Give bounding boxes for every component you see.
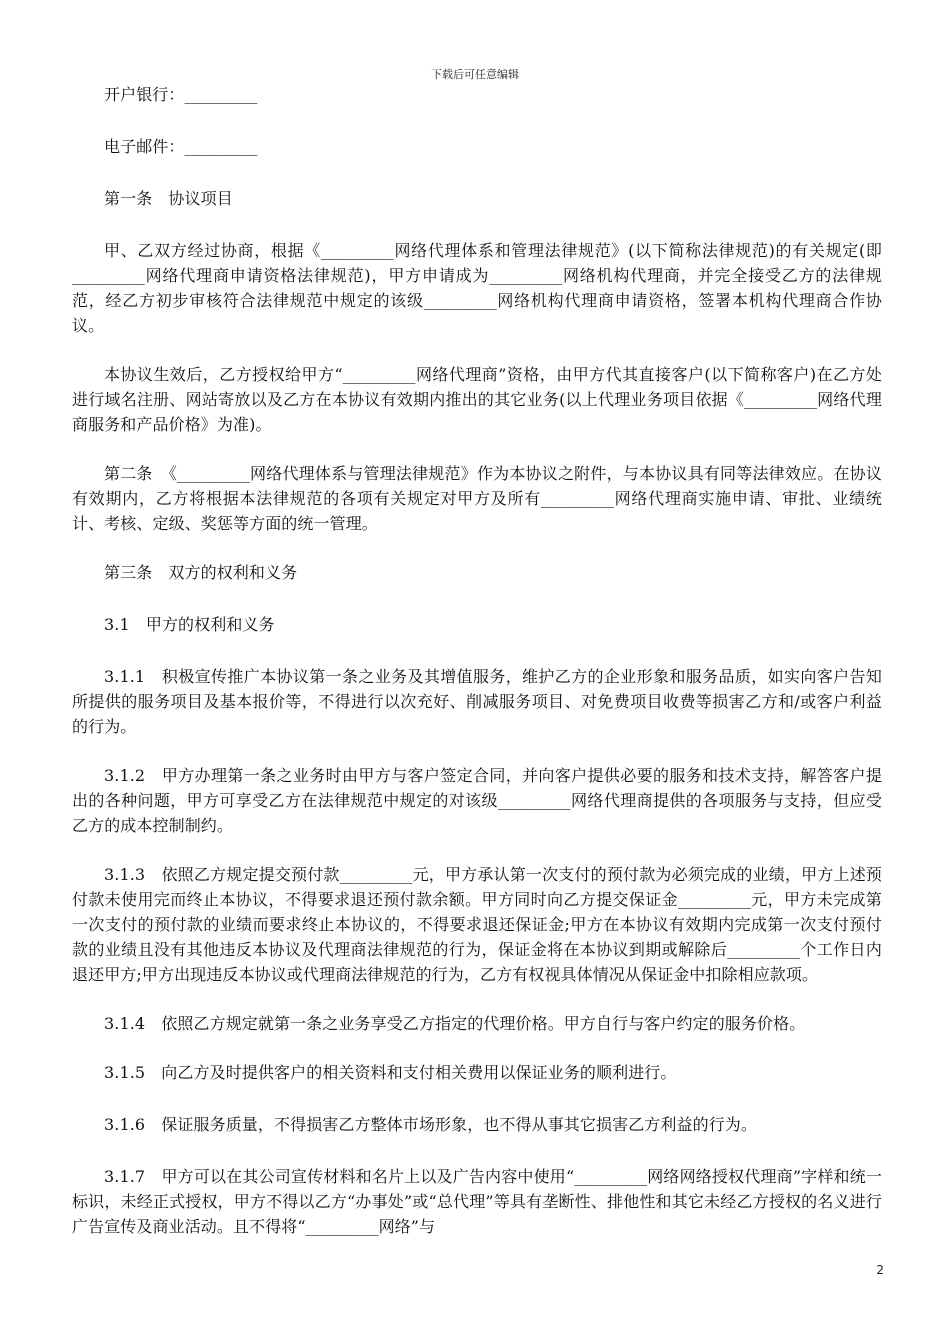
bank-line: 开户银行：_________ [104, 85, 258, 104]
clause-3-1-5: 3.1.5 向乙方及时提供客户的相关资料和支付相关费用以保证业务的顺利进行。 [104, 1063, 677, 1082]
clause-3-1-6: 3.1.6 保证服务质量，不得损害乙方整体市场形象，也不得从事其它损害乙方利益的行为。 [104, 1115, 758, 1134]
article-1-paragraph-1: 甲、乙双方经过协商，根据《_________网络代理体系和管理法律规范》(以下简称法律规范)的有关规定(即_________网络代理商申请资格法律规范)，甲方申请成为_________网络机构代理商，并完全接受乙方的法律规范，经乙方初步审核符合法律规范中规定的该级_________网络机构代理商申请资格，签署本机构代理商合作协议。 [72, 241, 882, 335]
clause-3-1-4: 3.1.4 依照乙方规定就第一条之业务享受乙方指定的代理价格。甲方自行与客户约定的服务价格。 [104, 1014, 806, 1033]
clause-3-1-2: 3.1.2 甲方办理第一条之业务时由甲方与客户签定合同，并向客户提供必要的服务和技术支持，解答客户提出的各种问题，甲方可享受乙方在法律规范中规定的对该级_________网络代理商提供的各项服务与支持，但应受乙方的成本控制制约。 [72, 766, 882, 835]
page-number: 2 [876, 1263, 884, 1277]
section-3-1-heading: 3.1 甲方的权利和义务 [104, 615, 275, 634]
article-1-heading: 第一条 协议项目 [104, 189, 233, 208]
article-1-paragraph-2: 本协议生效后，乙方授权给甲方“_________网络代理商”资格，由甲方代其直接客户(以下简称客户)在乙方处进行域名注册、网站寄放以及乙方在本协议有效期内推出的其它业务(以上代理业务项目依据《_________网络代理商服务和产品价格》为准)。 [72, 365, 882, 434]
page-header: 下载后可任意编辑 [431, 68, 519, 81]
clause-3-1-7: 3.1.7 甲方可以在其公司宣传材料和名片上以及广告内容中使用“_________网络网络授权代理商”字样和统一标识，未经正式授权，甲方不得以乙方“办事处”或“总代理”等具有垄断性、排他性和其它未经乙方授权的名义进行广告宣传及商业活动。且不得将“_________网络”与 [72, 1167, 882, 1236]
clause-3-1-1: 3.1.1 积极宣传推广本协议第一条之业务及其增值服务，维护乙方的企业形象和服务品质，如实向客户告知所提供的服务项目及基本报价等，不得进行以次充好、削减服务项目、对免费项目收费等损害乙方和/或客户利益的行为。 [72, 667, 882, 736]
clause-3-1-3: 3.1.3 依照乙方规定提交预付款_________元，甲方承认第一次支付的预付款为必须完成的业绩，甲方上述预付款未使用完而终止本协议，不得要求退还预付款余额。甲方同时向乙方提交保证金_________元，甲方未完成第一次支付的预付款的业绩而要求终止本协议的，不得要求退还保证金;甲方在本协议有效期内完成第一次支付预付款的业绩且没有其他违反本协议及代理商法律规范的行为，保证金将在本协议到期或解除后_________个工作日内退还甲方;甲方出现违反本协议或代理商法律规范的行为，乙方有权视具体情况从保证金中扣除相应款项。 [72, 865, 882, 984]
article-3-heading: 第三条 双方的权利和义务 [104, 563, 298, 582]
document-body [72, 82, 882, 1263]
email-line: 电子邮件：_________ [104, 137, 258, 156]
article-2-paragraph: 第二条 《_________网络代理体系与管理法律规范》作为本协议之附件，与本协议具有同等法律效应。在协议有效期内，乙方将根据本法律规范的各项有关规定对甲方及所有_________网络代理商实施申请、审批、业绩统计、考核、定级、奖惩等方面的统一管理。 [72, 464, 882, 533]
